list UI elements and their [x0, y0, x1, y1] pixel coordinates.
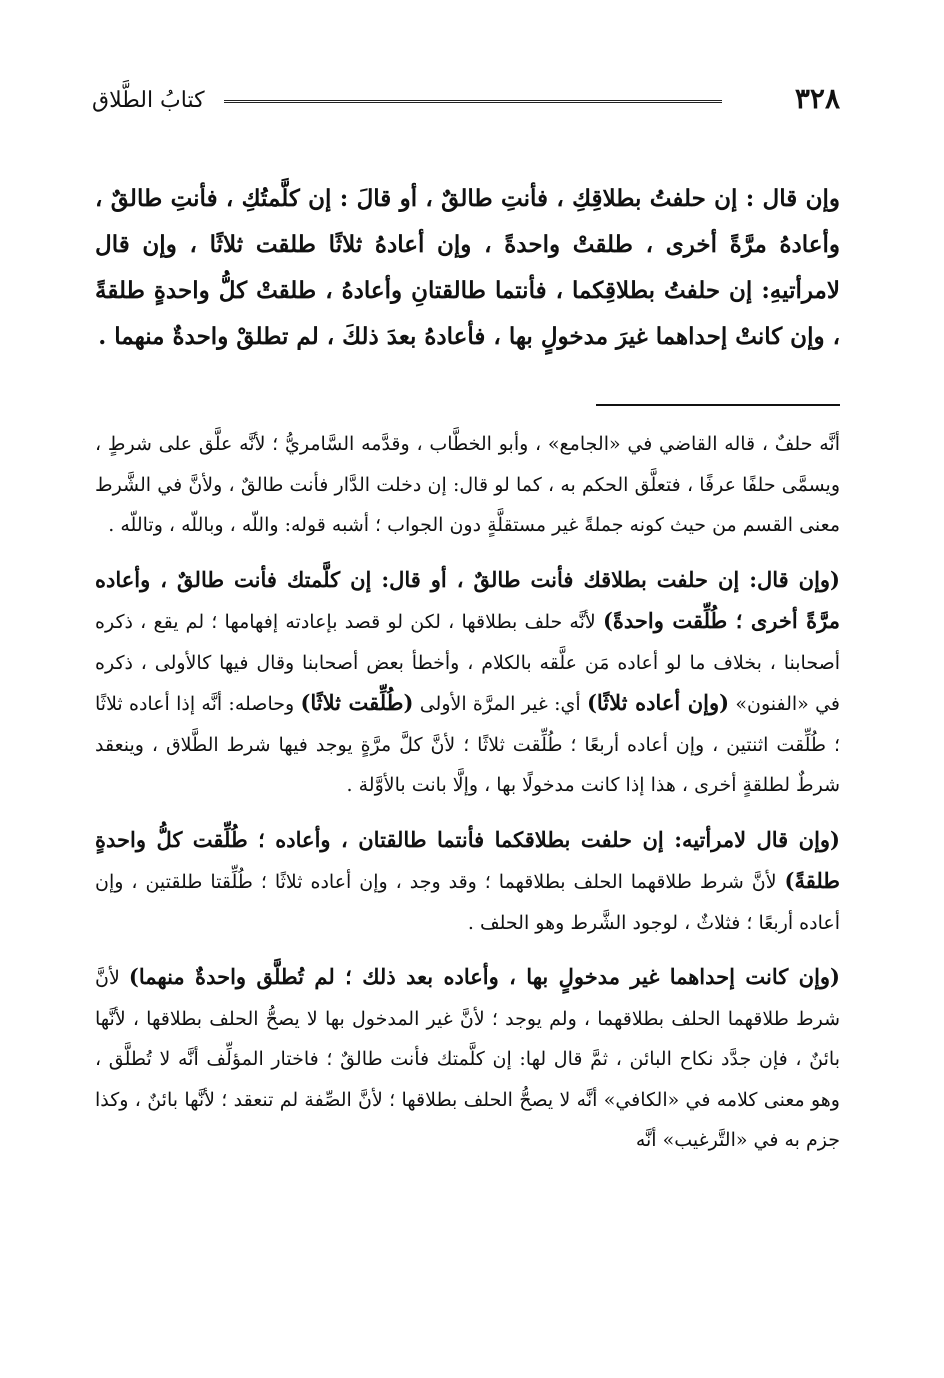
commentary-paragraph-1: أنَّه حلفٌ ، قاله القاضي في «الجامع» ، وأبو الخطَّاب ، وقدَّمه السَّامريُّ ؛ لأنَّه علَّق على شرطٍ ، ويسمَّى حلفًا عرفًا ، فتعلَّق الحكم به ، كما لو قال: إن دخلت الدَّار فأنت طالقٌ ، ولأنَّ في الشَّرط معنى القسم من حيث كونه جملةً غير مستقلَّةٍ دون الجواب ؛ أشبه قوله: واللّه ، وباللّه ، وتاللّه .	[95, 433, 840, 536]
commentary	[95, 424, 840, 1175]
quoted-matn: (وإن كانت إحداهما غير مدخولٍ بها ، وأعاده بعد ذلك ؛ لم تُطلَّق واحدةٌ منهما)	[128, 964, 840, 989]
page-number: ٣٢٨	[794, 82, 840, 115]
commentary-text: وحاصله: أنَّه إذا أعاده ثلاثًا ؛ طُلِّقت اثنتين ، وإن أعاده أربعًا ؛ طُلِّقت ثلاثًا ؛ لأنَّ كلَّ مرَّةٍ يوجد فيها شرط الطَّلاق ، وينعقد شرطٌ لطلقةٍ أخرى ، هذا إذا كانت مدخولًا بها ، وإلَّا بانت بالأوَّلة .	[95, 693, 840, 796]
commentary-text: أي: غير المرَّة الأولى	[413, 693, 587, 715]
quoted-matn: (وإن قال: إن حلفت بطلاقك فأنت طالقٌ ، أو قال: إن كلَّمتك فأنت طالقٌ ، وأعاده مرَّةً أخرى ؛ طُلِّقت واحدةً)	[95, 566, 840, 633]
quoted-matn: (وإن قال لامرأتيه: إن حلفت بطلاقكما فأنتما طالقتان ، وأعاده ؛ طُلِّقت كلُّ واحدةٍ طلقةً)	[95, 826, 840, 893]
commentary-paragraph-3	[95, 820, 840, 944]
commentary-paragraph-4	[95, 957, 840, 1161]
main-text: وإن قال : إن حلفتُ بطلاقِكِ ، فأنتِ طالقٌ ، أو قالَ : إن كلَّمتُكِ ، فأنتِ طالقٌ ، وأعادهُ مرَّةً أخرى ، طلقتْ واحدةً ، وإن أعادهُ ثلاثًا طلقت ثلاثًا ، وإن قال لامرأتيهِ: إن حلفتُ بطلاقِكما ، فأنتما طالقتانِ وأعادهُ ، طلقتْ كلُّ واحدةٍ طلقةً ، وإن كانتْ إحداهما غيرَ مدخولٍ بها ، فأعادهُ بعدَ ذلكَ ، لم تطلقْ واحدةٌ منهما .	[95, 185, 840, 350]
commentary-text: لأنَّه حلف بطلاقها ، لكن لو قصد بإعادته إفهامها ؛ لم يقع ، ذكره أصحابنا ، بخلاف ما لو أعاده مَن علَّقه بالكلام ، وأخطأ بعض أصحابنا وقال فيها كالأولى ، ذكره في «الفنون»	[95, 611, 840, 715]
commentary-paragraph-2	[95, 560, 840, 806]
footnote-divider	[596, 404, 840, 406]
header-rule	[224, 100, 722, 107]
commentary-text: لأنَّ شرط طلاقهما الحلف بطلاقهما ؛ وقد وجد ، وإن أعاده ثلاثًا ؛ طُلِّقتا طلقتين ، وإن أعاده أربعًا ؛ فثلاثٌ ، لوجود الشَّرط وهو الحلف .	[95, 871, 840, 934]
quoted-matn: (طُلِّقت ثلاثًا)	[300, 690, 414, 715]
page-header	[92, 78, 840, 128]
quoted-matn: (وإن أعاده ثلاثًا)	[586, 690, 730, 715]
commentary-text: لأنَّ شرط طلاقهما الحلف بطلاقهما ، ولم يوجد ؛ لأنَّ غير المدخول بها لا يصحُّ الحلف بطلاقها ، لأنَّها بائنٌ ، فإن جدَّد نكاح البائن ، ثمَّ قال لها: إن كلَّمتك فأنت طالقٌ ؛ فاختار المؤلِّف أنَّه لا تُطلَّق ، وهو معنى كلامه في «الكافي» أنَّه لا يصحُّ الحلف بطلاقها ؛ لأنَّ الصِّفة لم تنعقد ؛ لأنَّها بائنٌ ، وكذا جزم به في «التَّرغيب» أنَّه	[95, 967, 840, 1151]
book-title: كتابُ الطَّلاق	[92, 88, 205, 113]
